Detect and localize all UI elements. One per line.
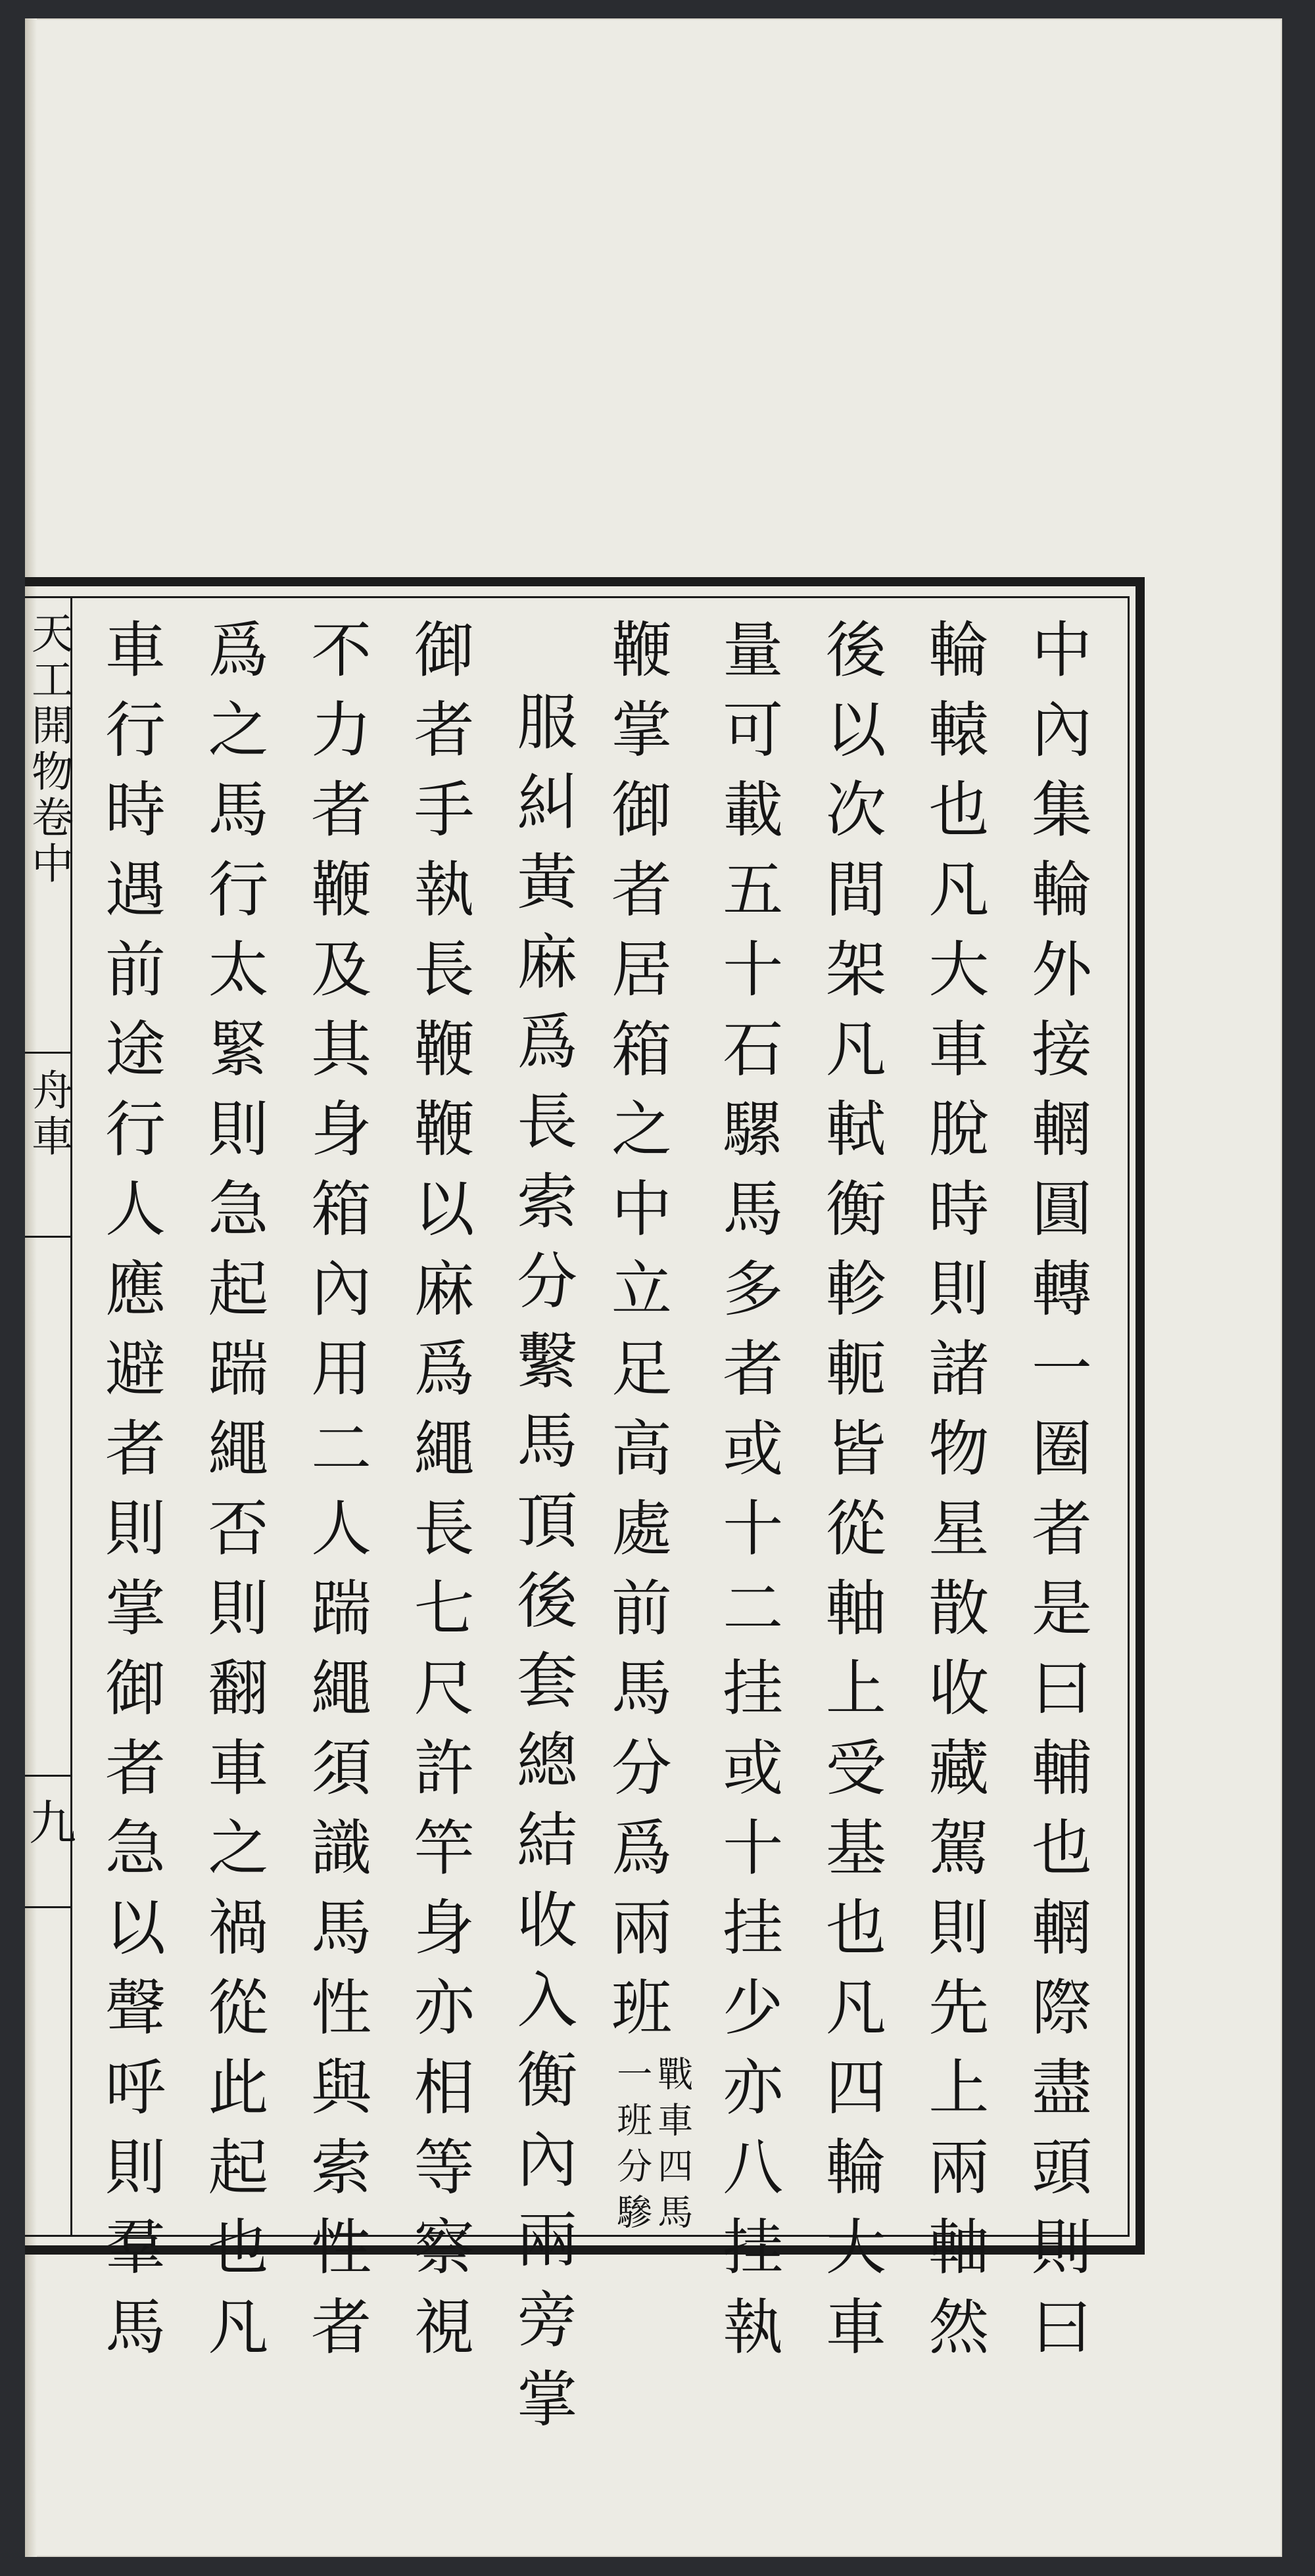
margin-divider-mid bbox=[25, 1236, 72, 1238]
margin-divider-bottom bbox=[25, 1906, 72, 1908]
margin-divider-low bbox=[25, 1775, 72, 1777]
text-column-7: 御者手執長鞭鞭以麻爲繩長七尺許竿身亦相等察視 bbox=[404, 618, 475, 2375]
book-title: 天工開物卷中 bbox=[24, 611, 73, 887]
inline-annotation: 戰車四馬 一班分驂 bbox=[611, 2055, 694, 2239]
chapter-title: 舟車 bbox=[24, 1068, 73, 1160]
text-column-1: 中內集輪外接輞圓轉一圈者是曰輔也輞際盡頭則曰 bbox=[1021, 618, 1092, 2375]
text-column-6 bbox=[494, 618, 590, 2447]
text-column-2: 輪轅也凡大車脫時則諸物星散收藏駕則先上兩軸然 bbox=[919, 618, 990, 2375]
text-column-9: 爲之馬行太緊則急起踹繩否則翻車之禍從此起也凡 bbox=[198, 618, 269, 2375]
page-number: 九 bbox=[21, 1798, 76, 1845]
text-column-8: 不力者鞭及其身箱內用二人踹繩須識馬性與索性者 bbox=[301, 618, 372, 2375]
margin-divider-top bbox=[25, 1052, 72, 1054]
text-column-6-first-char: 服 bbox=[507, 690, 578, 770]
text-column-6-main: 糾黃麻爲長索分繫馬頂後套總結收入衡內兩旁掌 bbox=[507, 770, 578, 2447]
main-text-block bbox=[78, 618, 1110, 2447]
text-column-10: 車行時遇前途行人應避者則掌御者急以聲呼則羣馬 bbox=[95, 618, 166, 2375]
text-column-3: 後以次間架凡軾衡軫軛皆從軸上受基也凡四輪大車 bbox=[815, 618, 886, 2375]
text-column-5-main: 鞭掌御者居箱之中立足高處前馬分爲兩班 bbox=[601, 618, 672, 2055]
text-column-5 bbox=[598, 618, 694, 2239]
text-column-4: 量可載五十石騾馬多者或十二挂或十挂少亦八挂執 bbox=[713, 618, 784, 2375]
